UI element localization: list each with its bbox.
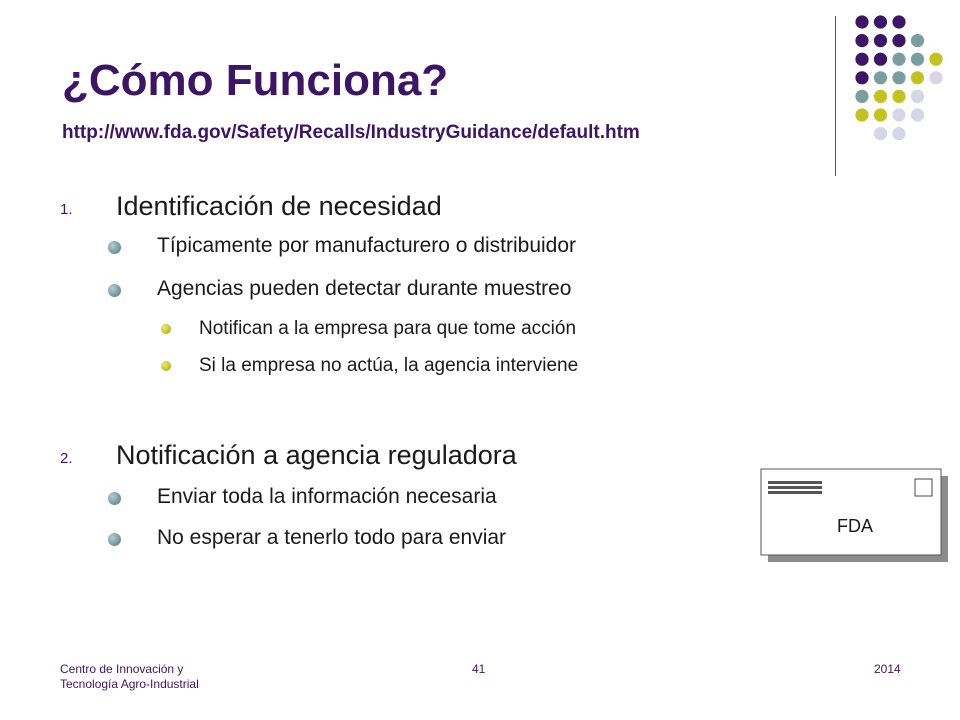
- bullet-icon: [108, 284, 121, 297]
- envelope-label: FDA: [837, 516, 873, 536]
- footer-org-line2: Tecnología Agro-Industrial: [60, 677, 199, 691]
- decorative-dot: [874, 34, 887, 47]
- footer-page-number: 41: [472, 662, 486, 676]
- envelope-icon: [760, 468, 950, 564]
- sub-bullet-icon: [161, 361, 171, 371]
- bullet-icon: [108, 241, 121, 254]
- section-heading: Notificación a agencia reguladora: [116, 440, 517, 470]
- decorative-dot: [874, 71, 887, 84]
- list-item: Agencias pueden detectar durante muestreo: [157, 277, 572, 300]
- section-heading: Identificación de necesidad: [116, 191, 442, 221]
- decorative-dot: [855, 108, 868, 121]
- decorative-dot: [874, 108, 887, 121]
- decorative-dot: [911, 108, 924, 121]
- decorative-dot: [911, 53, 924, 66]
- bullet-icon: [108, 533, 121, 546]
- decorative-dot: [911, 90, 924, 103]
- decorative-dot: [855, 34, 868, 47]
- decorative-dot: [874, 90, 887, 103]
- sub-list-item: Notifican a la empresa para que tome acción: [199, 318, 577, 339]
- slide-title: ¿Cómo Funciona?: [62, 56, 449, 105]
- decorative-dot: [855, 90, 868, 103]
- decorative-dot: [855, 15, 868, 28]
- decorative-dot: [892, 71, 905, 84]
- decorative-dot: [911, 34, 924, 47]
- decorative-dot: [892, 15, 905, 28]
- decorative-dot: [892, 34, 905, 47]
- list-item: Típicamente por manufacturero o distribuidor: [157, 234, 577, 257]
- decorative-dot: [929, 53, 942, 66]
- decorative-dot: [892, 53, 905, 66]
- sub-bullet-icon: [161, 324, 171, 334]
- bullet-icon: [108, 492, 121, 505]
- source-url: http://www.fda.gov/Safety/Recalls/IndustryGuidance/default.htm: [62, 122, 640, 143]
- list-item: No esperar a tenerlo todo para enviar: [157, 526, 507, 549]
- vertical-divider: [835, 16, 836, 176]
- footer-year: 2014: [874, 662, 901, 676]
- decorative-dot: [911, 71, 924, 84]
- decorative-dot: [892, 90, 905, 103]
- decorative-dot: [874, 53, 887, 66]
- sub-list-item: Si la empresa no actúa, la agencia interviene: [199, 355, 579, 376]
- decorative-dot: [892, 127, 905, 140]
- section-number: 1.: [60, 201, 73, 218]
- section-number: 2.: [60, 450, 73, 467]
- decorative-dot: [929, 71, 942, 84]
- decorative-dot: [874, 127, 887, 140]
- decorative-dot: [855, 71, 868, 84]
- decorative-dot: [892, 108, 905, 121]
- footer-org-line1: Centro de Innovación y: [60, 662, 184, 676]
- list-item: Enviar toda la información necesaria: [157, 485, 497, 508]
- decorative-dot: [874, 15, 887, 28]
- decorative-dot: [855, 53, 868, 66]
